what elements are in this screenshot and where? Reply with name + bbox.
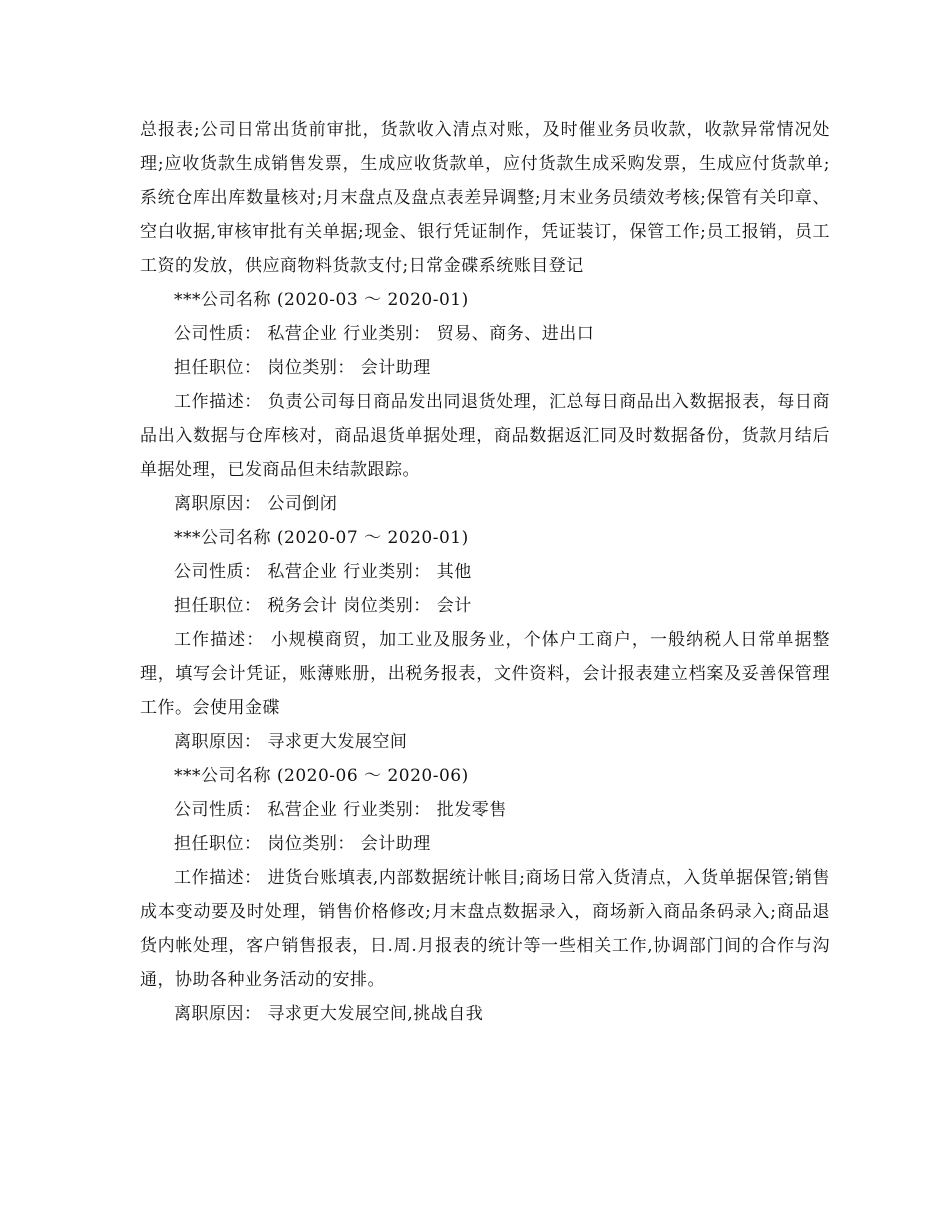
company-name-2: ***公司名称 (2020-07 ～ 2020-01): [174, 528, 469, 548]
company-nature-1: 公司性质： 私营企业 行业类别： 贸易、商务、进出口: [174, 324, 595, 344]
paragraph-duties-continued: 总报表;公司日常出货前审批，货款收入清点对账，及时催业务员收款，收款异常情况处理;应收货款生成销售发票，生成应收货款单，应付货款生成采购发票，生成应付货款单;系统仓库出库数量核对;月末盘点及盘点表差异调整;月末业务员绩效考核;保管有关印章、空白收据,审核审批有关单据;现金、银行凭证制作，凭证装订，保管工作;员工报销，员工工资的发放，供应商物料货款支付;日常金碟系统账目登记: [140, 120, 830, 276]
position-2: 担任职位： 税务会计 岗位类别： 会计: [174, 596, 472, 616]
leave-reason-1: 离职原因： 公司倒闭: [174, 494, 338, 514]
company-name-3: ***公司名称 (2020-06 ～ 2020-06): [174, 766, 469, 786]
company-name-1: ***公司名称 (2020-03 ～ 2020-01): [174, 290, 469, 310]
leave-reason-2: 离职原因： 寻求更大发展空间: [174, 732, 408, 752]
job-description-1: 工作描述： 负责公司每日商品发出同退货处理，汇总每日商品出入数据报表，每日商品出入数据与仓库核对，商品退货单据处理，商品数据返汇同及时数据备份，货款月结后单据处理，已发商品但未结款跟踪。: [140, 392, 830, 480]
position-1: 担任职位： 岗位类别： 会计助理: [174, 358, 431, 378]
job-description-3: 工作描述： 进货台账填表,内部数据统计帐目;商场日常入货清点，入货单据保管;销售成本变动要及时处理，销售价格修改;月末盘点数据录入，商场新入商品条码录入;商品退货内帐处理，客户销售报表，日.周.月报表的统计等一些相关工作,协调部门间的合作与沟通，协助各种业务活动的安排。: [140, 868, 830, 990]
company-nature-2: 公司性质： 私营企业 行业类别： 其他: [174, 562, 472, 582]
position-3: 担任职位： 岗位类别： 会计助理: [174, 834, 431, 854]
company-nature-3: 公司性质： 私营企业 行业类别： 批发零售: [174, 800, 507, 820]
job-description-2: 工作描述： 小规模商贸，加工业及服务业，个体户工商户，一般纳税人日常单据整理，填写会计凭证，账薄账册，出税务报表，文件资料，会计报表建立档案及妥善保管理工作。会使用金碟: [140, 630, 830, 718]
leave-reason-3: 离职原因： 寻求更大发展空间,挑战自我: [174, 1004, 484, 1024]
resume-body: [140, 113, 830, 1031]
